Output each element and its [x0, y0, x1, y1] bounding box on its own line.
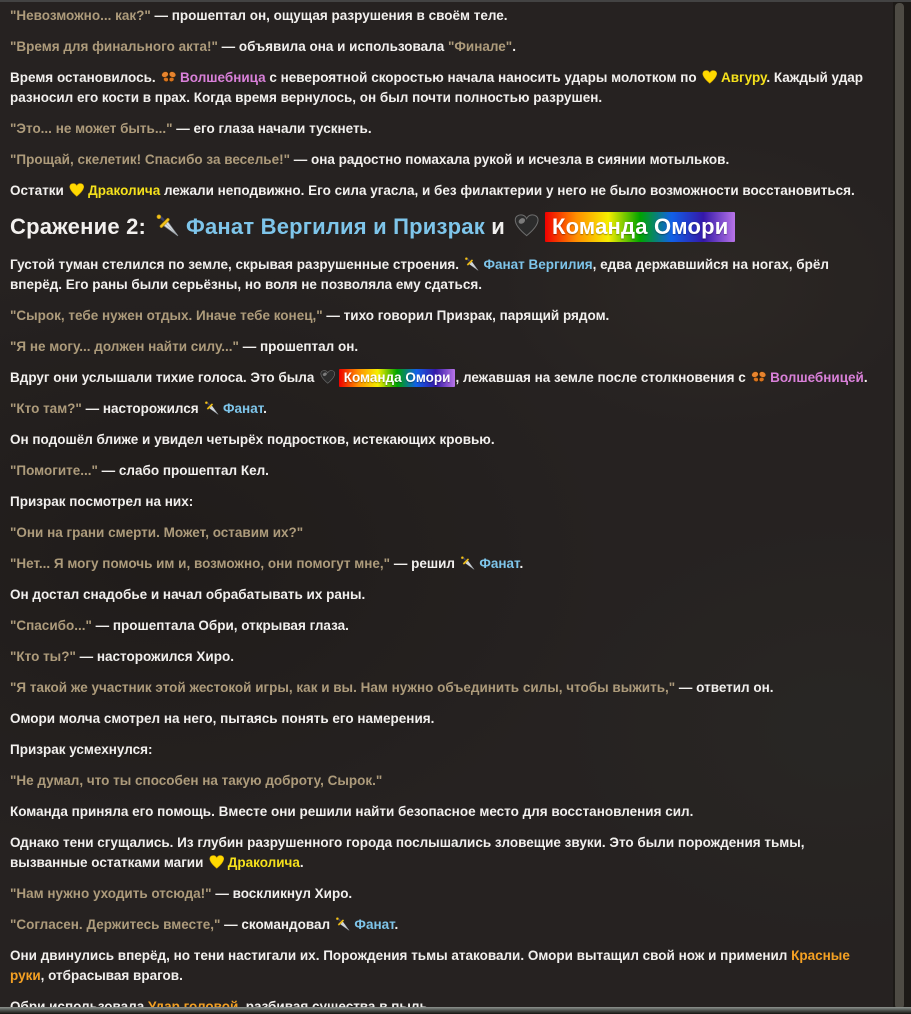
text-segment-normal: и — [484, 214, 512, 239]
heart-yellow-icon — [702, 70, 718, 84]
text-segment-normal: Сражение 2: — [10, 214, 153, 239]
story-paragraph — [10, 709, 882, 729]
heart-yellow-icon — [69, 183, 85, 197]
story-paragraph — [10, 430, 882, 450]
text-segment-normal: Они двинулись вперёд, но тени настигали их. Порождения тьмы атаковали. Омори вытащил свой нож и применил — [10, 948, 792, 963]
story-paragraph — [10, 68, 882, 108]
text-segment-normal: — прошептал он, ощущая разрушения в своём теле. — [150, 8, 508, 23]
text-segment-rainbow: Команда Омори — [339, 369, 456, 387]
text-segment-quote: "Кто ты?" — [10, 649, 76, 664]
story-paragraph — [10, 802, 882, 822]
dagger-icon — [460, 556, 476, 570]
text-segment-quote: "Спасибо..." — [10, 618, 92, 633]
text-segment-normal: , отбрасывая врагов. — [40, 968, 183, 983]
story-paragraph — [10, 833, 882, 873]
story-paragraph — [10, 678, 882, 698]
text-segment-normal: — прошептала Обри, открывая глаза. — [91, 618, 349, 633]
text-segment-normal: . Каждый удар разносил его кости в прах. Когда время вернулось, он был почти полностью разрушен. — [10, 70, 864, 105]
text-segment-blue: Фанат — [354, 917, 395, 932]
story-paragraph — [10, 337, 882, 357]
text-segment-normal: Он подошёл ближе и увидел четырёх подростков, истекающих кровью. — [10, 432, 495, 447]
text-segment-rainbow: Команда Омори — [545, 212, 736, 242]
text-segment-pink: Волшебница — [180, 70, 266, 85]
text-segment-normal: — насторожился Хиро. — [75, 649, 234, 664]
story-paragraph — [10, 37, 882, 57]
text-segment-yellow: Драколича — [227, 855, 300, 870]
story-paragraph — [10, 6, 882, 26]
text-segment-quote: "Время для финального акта!" — [10, 39, 218, 54]
text-segment-blue: Фанат Вергилия — [483, 257, 593, 272]
story-paragraph — [10, 884, 882, 904]
battle-heading — [10, 212, 882, 242]
text-segment-pink: Волшебницей — [770, 370, 864, 385]
butterfly-icon — [751, 370, 767, 384]
text-segment-quote: "Прощай, скелетик! Спасибо за веселье!" — [10, 152, 290, 167]
story-paragraph — [10, 771, 882, 791]
text-segment-quote: "Они на грани смерти. Может, оставим их?" — [10, 525, 304, 540]
text-segment-quote: "Сырок, тебе нужен отдых. Иначе тебе конец," — [10, 308, 323, 323]
story-paragraph — [10, 915, 882, 935]
story-paragraph — [10, 585, 882, 605]
text-segment-quote: "Не думал, что ты способен на такую доброту, Сырок." — [10, 773, 383, 788]
text-segment-normal: , едва державшийся на ногах, брёл вперёд. Его раны были серьёзны, но воля не позволяла ему сдаться. — [10, 257, 829, 292]
text-segment-blue: Фанат — [223, 401, 264, 416]
heart-yellow-icon — [209, 855, 225, 869]
text-segment-normal: Время остановилось. — [10, 70, 160, 85]
story-paragraph — [10, 492, 882, 512]
dagger-icon — [155, 214, 180, 237]
text-segment-normal: — скомандовал — [220, 917, 334, 932]
text-segment-quote: "Я такой же участник этой жестокой игры, как и вы. Нам нужно объединить силы, чтобы выжить," — [10, 680, 676, 695]
text-segment-normal: . — [863, 370, 868, 385]
text-segment-normal: — насторожился — [81, 401, 203, 416]
text-segment-normal: Он достал снадобье и начал обрабатывать их раны. — [10, 587, 366, 602]
story-paragraph — [10, 255, 882, 295]
text-segment-normal: Густой туман стелился по земле, скрывая разрушенные строения. — [10, 257, 463, 272]
story-paragraph — [10, 119, 882, 139]
text-segment-normal: — ответил он. — [675, 680, 774, 695]
text-segment-normal: . — [519, 556, 524, 571]
text-segment-normal: Однако тени сгущались. Из глубин разрушенного города послышались зловещие звуки. Это были порождения тьмы, вызванные остатками магии — [10, 835, 805, 870]
text-segment-normal: — объявила она и использовала — [217, 39, 448, 54]
text-segment-normal: , лежавшая на земле после столкновения с — [455, 370, 750, 385]
page-bottom-border — [0, 1007, 911, 1014]
story-paragraph — [10, 368, 882, 388]
dagger-icon — [464, 257, 480, 271]
scrollbar-thumb[interactable] — [895, 3, 904, 1009]
text-segment-normal: Призрак посмотрел на них: — [10, 494, 194, 509]
text-segment-normal: Омори молча смотрел на него, пытаясь понять его намерения. — [10, 711, 435, 726]
text-segment-blue: Фанат Вергилия и Призрак — [185, 214, 485, 239]
text-segment-normal: — тихо говорил Призрак, парящий рядом. — [322, 308, 610, 323]
text-segment-normal: — его глаза начали тускнеть. — [172, 121, 372, 136]
text-segment-normal: Вдруг они услышали тихие голоса. Это была — [10, 370, 319, 385]
text-segment-yellow: Драколича — [88, 183, 161, 198]
story-paragraph — [10, 181, 882, 201]
story-paragraph — [10, 461, 882, 481]
text-segment-orange: Красные руки — [10, 948, 850, 983]
text-segment-normal: — она радостно помахала рукой и исчезла в сиянии мотыльков. — [289, 152, 730, 167]
text-segment-normal: лежали неподвижно. Его сила угасла, и без филактерии у него не было возможности восстановиться. — [160, 183, 855, 198]
heart-black-icon — [320, 370, 336, 384]
text-segment-normal: — воскликнул Хиро. — [211, 886, 353, 901]
story-content — [10, 6, 882, 1014]
text-segment-normal: . — [263, 401, 267, 416]
page-top-border — [0, 0, 911, 2]
scrollbar[interactable] — [893, 2, 911, 1012]
text-segment-yellow: Авгуру — [720, 70, 767, 85]
text-segment-quote: "Я не могу... должен найти силу..." — [10, 339, 239, 354]
text-segment-normal: — слабо прошептал Кел. — [97, 463, 269, 478]
story-paragraph — [10, 523, 882, 543]
story-paragraph — [10, 616, 882, 636]
dagger-icon — [204, 401, 220, 415]
heart-black-icon — [514, 214, 539, 237]
text-segment-normal: с невероятной скоростью начала наносить удары молотком по — [265, 70, 701, 85]
text-segment-quote: "Кто там?" — [10, 401, 82, 416]
text-segment-quote: "Согласен. Держитесь вместе," — [10, 917, 221, 932]
text-segment-blue: Фанат — [479, 556, 520, 571]
text-segment-normal: . — [394, 917, 399, 932]
text-segment-quote: "Нам нужно уходить отсюда!" — [10, 886, 212, 901]
text-segment-quote: "Нет... Я могу помочь им и, возможно, они помогут мне," — [10, 556, 391, 571]
text-segment-normal: . — [512, 39, 516, 54]
story-paragraph — [10, 554, 882, 574]
text-segment-quote: "Невозможно... как?" — [10, 8, 151, 23]
text-segment-normal: Команда приняла его помощь. Вместе они решили найти безопасное место для восстановления сил. — [10, 804, 694, 819]
text-segment-normal: Призрак усмехнулся: — [10, 742, 153, 757]
dagger-icon — [335, 917, 351, 931]
story-paragraph — [10, 150, 882, 170]
story-paragraph — [10, 399, 882, 419]
text-segment-quote: "Это... не может быть..." — [10, 121, 173, 136]
text-segment-normal: Остатки — [10, 183, 68, 198]
butterfly-icon — [161, 70, 177, 84]
text-segment-normal: — прошептал он. — [238, 339, 359, 354]
story-paragraph — [10, 647, 882, 667]
story-paragraph — [10, 740, 882, 760]
story-paragraph — [10, 946, 882, 986]
text-segment-quote: "Финале" — [448, 39, 513, 54]
text-segment-normal: — решил — [390, 556, 459, 571]
story-paragraph — [10, 306, 882, 326]
text-segment-normal: . — [299, 855, 304, 870]
text-segment-quote: "Помогите..." — [10, 463, 98, 478]
